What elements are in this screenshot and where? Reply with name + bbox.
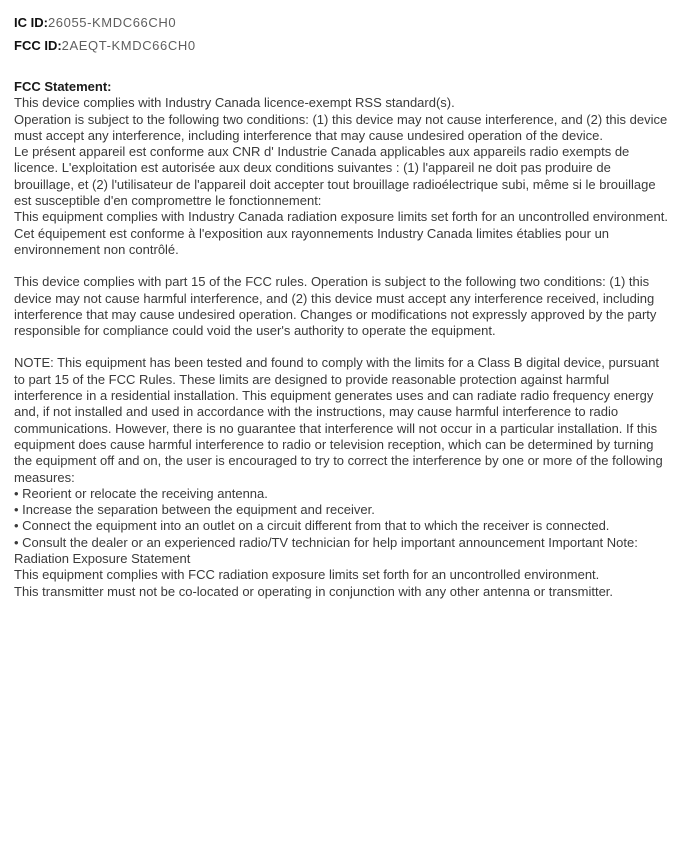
ic-id-value: 26055-KMDC66CH0	[47, 15, 177, 30]
french-radiation-exposure-paragraph: Cet équipement est conforme à l'exposition aux rayonnements Industry Canada limites établies pour un environnement non contrôlé.	[14, 225, 610, 257]
fcc-id-line	[14, 38, 669, 54]
fcc-part15-paragraph: This device complies with part 15 of the FCC rules. Operation is subject to the following two conditions: (1) this device may not cause harmful interference, and (2) this device must accept any interference received, including interference that may cause undesired operation. Changes or modifications not expressly approved by the party responsible for compliance could void the user's authority to operate the equipment.	[14, 274, 657, 339]
class-b-note-paragraph: NOTE: This equipment has been tested and found to comply with the limits for a Class B digital device, pursuant to part 15 of the FCC Rules. These limits are designed to provide reasonable protection against harmful interference in a residential installation. This equipment generates uses and can radiate radio frequency energy and, if not installed and used in accordance with the instructions, may cause harmful interference to radio communications. However, there is no guarantee that interference will not occur in a particular installation. If this equipment does cause harmful interference to radio or television reception, which can be determined by turning the equipment off and on, the user is encouraged to try to correct the interference by one or more of the following measures:	[14, 355, 663, 485]
measure-connect-outlet: • Connect the equipment into an outlet on a circuit different from that to which the receiver is connected.	[14, 518, 610, 534]
measure-increase-separation: • Increase the separation between the equipment and receiver.	[14, 502, 375, 518]
fcc-id-value: 2AEQT-KMDC66CH0	[61, 38, 196, 53]
ic-radiation-exposure-paragraph: This equipment complies with Industry Canada radiation exposure limits set forth for an uncontrolled environment.	[14, 209, 668, 225]
ic-id-line	[14, 15, 669, 31]
cnr-french-compliance-paragraph: Le présent appareil est conforme aux CNR d' Industrie Canada applicables aux appareils radio exempts de licence. L'exploitation est autorisée aux deux conditions suivantes : (1) l'appareil ne doit pas produire de brouillage, et (2) l'utilisateur de l'appareil doit accepter tout brouillage radioélectrique subi, même si le brouillage est susceptible d'en compromettre le fonctionnement:	[14, 144, 656, 209]
measure-consult-dealer: • Consult the dealer or an experienced radio/TV technician for help important announcement Important Note: Radiation Exposure Statement	[14, 534, 638, 567]
fcc-id-label: FCC ID:	[14, 38, 62, 53]
fcc-radiation-exposure-line: This equipment complies with FCC radiation exposure limits set forth for an uncontrolled environment.	[14, 567, 600, 583]
measure-reorient-antenna: • Reorient or relocate the receiving antenna.	[14, 485, 268, 501]
ic-id-label: IC ID:	[14, 15, 48, 30]
transmitter-colocation-line: This transmitter must not be co-located or operating in conjunction with any other antenna or transmitter.	[14, 583, 614, 599]
ic-rss-compliance-paragraph: This device complies with Industry Canada licence-exempt RSS standard(s).	[14, 95, 455, 111]
fcc-statement-heading: FCC Statement:	[14, 79, 112, 94]
ic-operation-conditions-paragraph: Operation is subject to the following two conditions: (1) this device may not cause interference, and (2) this device must accept any interference, including interference that may cause undesired operation of the device.	[14, 111, 668, 143]
